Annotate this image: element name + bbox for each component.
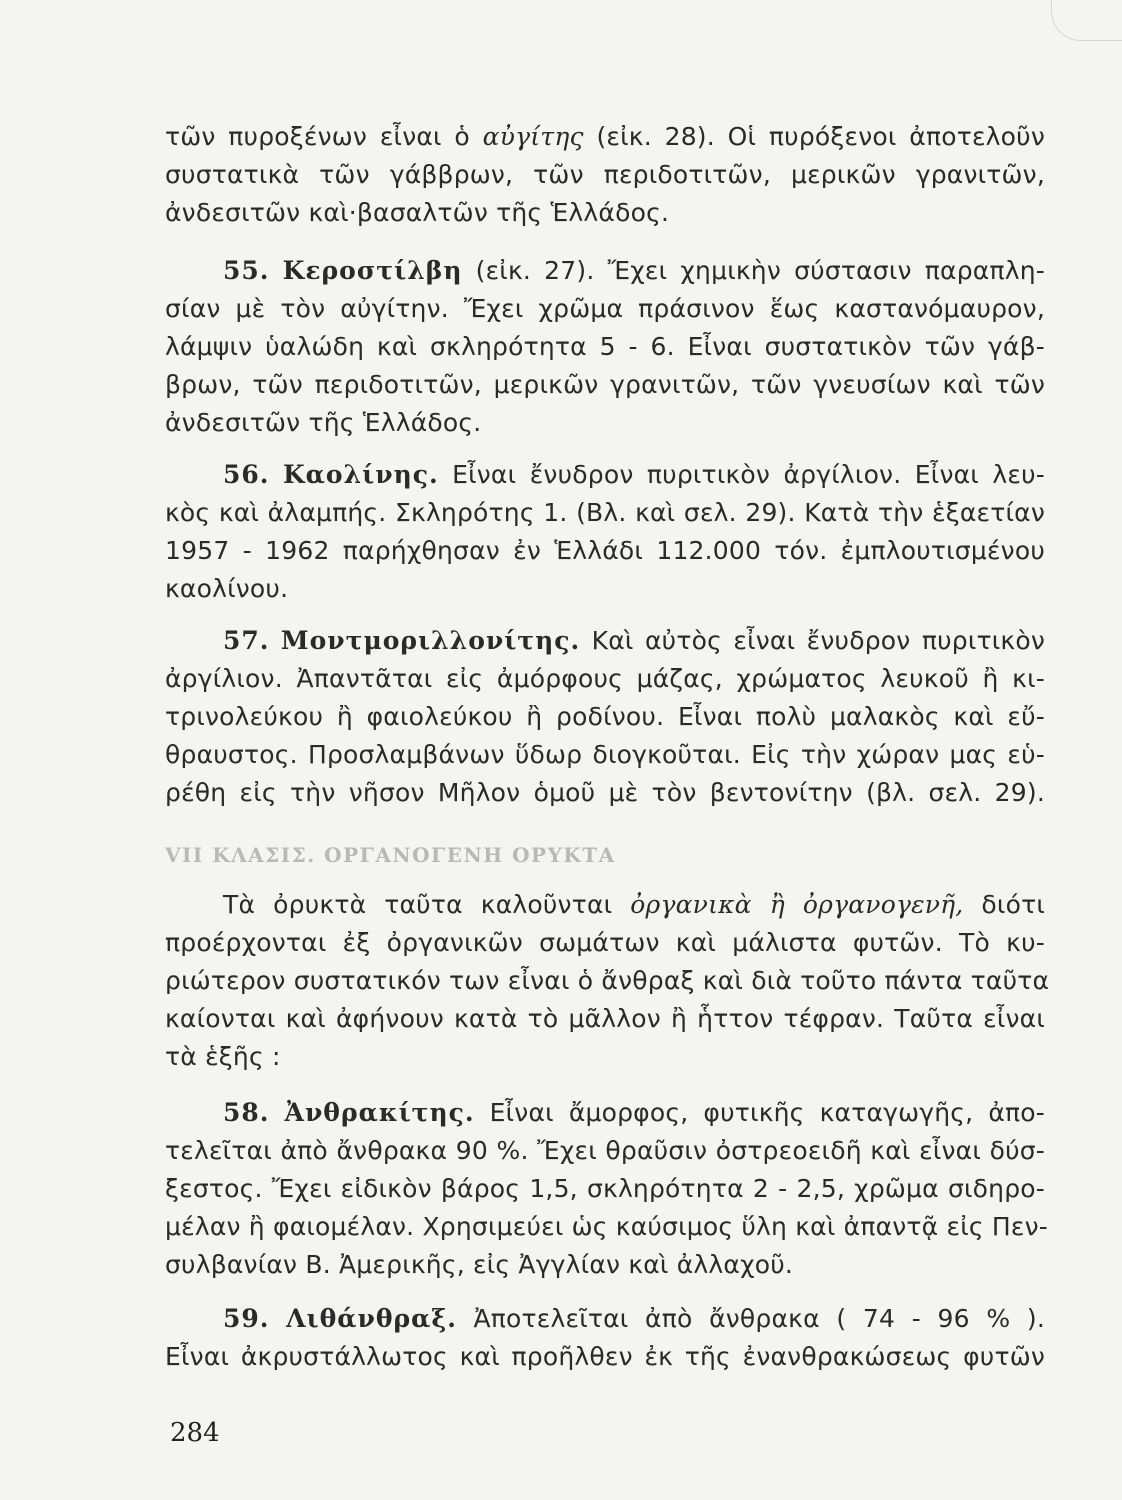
entry-term: Λιθάνθραξ. <box>286 1304 457 1333</box>
augite-term: αὐγίτης <box>482 122 584 151</box>
corner-fold <box>1051 0 1122 41</box>
entry-line: καολίνου. <box>165 574 289 603</box>
section-paragraph <box>165 886 1050 1076</box>
entry-line: ξεστος. Ἔχει εἰδικὸν βάρος 1,5, σκληρότητα 2 - 2,5, χρῶμα σιδηρο- <box>165 1174 1045 1203</box>
entry-line: μέλαν ἢ φαιομέλαν. Χρησιμεύει ὡς καύσιμος ὕλη καὶ ἀπαντᾷ εἰς Πεν- <box>165 1212 1048 1241</box>
entry-number: 55. <box>223 256 270 285</box>
entry-line: ἀνδεσιτῶν τῆς Ἑλλάδος. <box>165 408 482 437</box>
entry-59 <box>165 1300 1045 1376</box>
intro-paragraph <box>165 118 1045 232</box>
intro-line-1: τῶν πυροξένων εἶναι ὁ αὐγίτης (εἰκ. 28). Οἱ πυρόξενοι ἀποτελοῦν <box>165 122 1046 151</box>
entry-term: Μοντμοριλλονίτης. <box>280 626 581 655</box>
entry-58 <box>165 1094 1048 1284</box>
section-line: τὰ ἑξῆς : <box>165 1042 281 1071</box>
entry-line: 56. Καολίνης. Εἶναι ἔνυδρον πυριτικὸν ἀργίλιον. Εἶναι λευ- <box>223 460 1046 489</box>
entry-line: ρέθη εἰς τὴν νῆσον Μῆλον ὁμοῦ μὲ τὸν βεντονίτην (βλ. σελ. 29). <box>165 778 1045 807</box>
section-line: προέρχονται ἐξ ὀργανικῶν σωμάτων καὶ μάλιστα φυτῶν. Τὸ κυ- <box>165 928 1045 957</box>
entry-57 <box>165 622 1045 812</box>
entry-number: 59. <box>223 1304 270 1333</box>
entry-term: Κεροστίλβη <box>282 256 463 285</box>
section-line: ριώτερον συστατικόν των εἶναι ὁ ἄνθραξ καὶ διὰ τοῦτο πάντα ταῦτα <box>165 966 1050 995</box>
entry-number: 56. <box>223 460 270 489</box>
entry-55 <box>165 252 1045 442</box>
entry-line: 59. Λιθάνθραξ. Ἀποτελεῖται ἀπὸ ἄνθρακα ( 74 - 96 % ). <box>223 1304 1045 1333</box>
entry-term: Καολίνης. <box>282 460 439 489</box>
entry-line: ἀργίλιον. Ἀπαντᾶται εἰς ἀμόρφους μάζας, χρώματος λευκοῦ ἢ κι- <box>165 664 1045 693</box>
intro-line-2: συστατικὰ τῶν γάββρων, τῶν περιδοτιτῶν, μερικῶν γρανιτῶν, <box>165 160 1045 189</box>
entry-line: θραυστος. Προσλαμβάνων ὕδωρ διογκοῦται. Εἰς τὴν χώραν μας εὑ- <box>165 740 1045 769</box>
entry-line: Εἶναι ἀκρυστάλλωτος καὶ προῆλθεν ἐκ τῆς ἐνανθρακώσεως φυτῶν <box>165 1342 1045 1371</box>
entry-56 <box>165 456 1045 608</box>
page-number: 284 <box>170 1418 220 1448</box>
intro-line-3: ἀνδεσιτῶν καὶ·βασαλτῶν τῆς Ἑλλάδος. <box>165 198 670 227</box>
entry-line: συλβανίαν Β. Ἀμερικῆς, εἰς Ἀγγλίαν καὶ ἀλλαχοῦ. <box>165 1250 794 1279</box>
section-line: Τὰ ὀρυκτὰ ταῦτα καλοῦνται ὀργανικὰ ἢ ὀργανογενῆ, διότι <box>223 890 1045 919</box>
organic-term: ὀργανικὰ ἢ ὀργανογενῆ, <box>630 890 964 919</box>
entry-term: Ἀνθρακίτης. <box>284 1098 475 1127</box>
section-line: καίονται καὶ ἀφήνουν κατὰ τὸ μᾶλλον ἢ ἧττον τέφραν. Ταῦτα εἶναι <box>165 1004 1045 1033</box>
entry-line: τελεῖται ἀπὸ ἄνθρακα 90 %. Ἔχει θραῦσιν ὀστρεοειδῆ καὶ εἶναι δύσ- <box>165 1136 1045 1165</box>
section-heading: VII ΚΛΑΣΙΣ. ΟΡΓΑΝΟΓΕΝΗ ΟΡΥΚΤΑ <box>165 843 616 867</box>
entry-line: βρων, τῶν περιδοτιτῶν, μερικῶν γρανιτῶν, τῶν γνευσίων καὶ τῶν <box>165 370 1045 399</box>
entry-line: τρινολεύκου ἢ φαιολεύκου ἢ ροδίνου. Εἶναι πολὺ μαλακὸς καὶ εὔ- <box>165 702 1045 731</box>
entry-line: 57. Μοντμοριλλονίτης. Καὶ αὐτὸς εἶναι ἔνυδρον πυριτικὸν <box>223 626 1045 655</box>
entry-line: κὸς καὶ ἀλαμπής. Σκληρότης 1. (Βλ. καὶ σελ. 29). Κατὰ τὴν ἑξαετίαν <box>165 498 1045 527</box>
entry-number: 58. <box>223 1098 270 1127</box>
entry-number: 57. <box>223 626 270 655</box>
entry-line: σίαν μὲ τὸν αὐγίτην. Ἔχει χρῶμα πράσινον ἕως καστανόμαυρον, <box>165 294 1045 323</box>
entry-line: 58. Ἀνθρακίτης. Εἶναι ἄμορφος, φυτικῆς καταγωγῆς, ἀπο- <box>223 1098 1045 1127</box>
entry-line: λάμψιν ὑαλώδη καὶ σκληρότητα 5 - 6. Εἶναι συστατικὸν τῶν γάβ- <box>165 332 1045 361</box>
entry-line: 1957 - 1962 παρήχθησαν ἐν Ἑλλάδι 112.000 τόν. ἐμπλουτισμένου <box>165 536 1045 565</box>
entry-line: 55. Κεροστίλβη (εἰκ. 27). Ἔχει χημικὴν σύστασιν παραπλη- <box>223 256 1045 285</box>
